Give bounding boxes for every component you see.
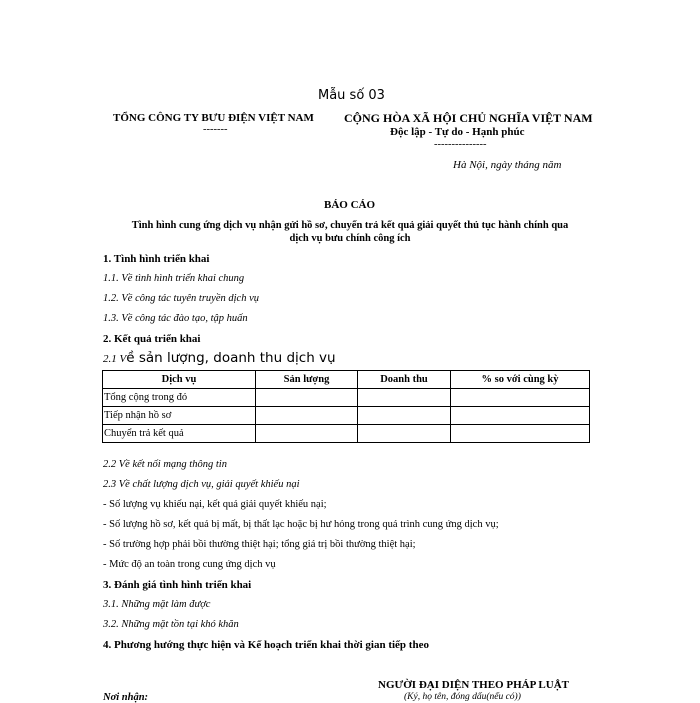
table-cell	[256, 425, 358, 443]
table-header-service: Dịch vụ	[103, 371, 256, 389]
bullet-safety: - Mức độ an toàn trong cung ứng dịch vụ	[103, 559, 276, 570]
table-cell	[358, 407, 451, 425]
table-cell	[451, 425, 590, 443]
section-2-1-number: 2.1 V	[103, 353, 127, 365]
form-number: Mẫu số 03	[318, 88, 385, 103]
section-1-heading: 1. Tình hình triển khai	[103, 253, 210, 265]
section-4-heading: 4. Phương hướng thực hiện và Kế hoạch triển khai thời gian tiếp theo	[103, 639, 429, 651]
section-2-heading: 2. Kết quả triển khai	[103, 333, 201, 345]
table-row	[103, 407, 590, 425]
section-2-1-text: ề sản lượng, doanh thu dịch vụ	[126, 350, 336, 366]
bullet-compensation: - Số trường hợp phải bồi thường thiệt hại; tổng giá trị bồi thường thiệt hại;	[103, 539, 416, 550]
table-cell	[451, 389, 590, 407]
output-revenue-table	[102, 370, 590, 443]
table-cell	[358, 425, 451, 443]
bullet-lost-documents: - Số lượng hồ sơ, kết quả bị mất, bị thất lạc hoặc bị hư hỏng trong quá trình cung ứng dịch vụ;	[103, 519, 499, 530]
bullet-complaints: - Số lượng vụ khiếu nại, kết quả giải quyết khiếu nại;	[103, 499, 327, 510]
section-1-3: 1.3. Về công tác đào tạo, tập huấn	[103, 313, 248, 324]
section-3-heading: 3. Đánh giá tình hình triển khai	[103, 579, 252, 591]
table-cell: Chuyển trả kết quả	[103, 425, 256, 443]
table-cell	[358, 389, 451, 407]
table-header-volume: Sản lượng	[256, 371, 358, 389]
section-1-2: 1.2. Về công tác tuyên truyền dịch vụ	[103, 293, 259, 304]
section-1-1: 1.1. Về tình hình triển khai chung	[103, 273, 245, 284]
report-subtitle-line-2: dịch vụ bưu chính công ích	[289, 233, 411, 244]
table-row	[103, 389, 590, 407]
table-header-row	[103, 371, 590, 389]
signer-title: NGƯỜI ĐẠI DIỆN THEO PHÁP LUẬT	[378, 679, 569, 691]
organization-rule: -------	[203, 124, 228, 135]
section-2-1	[103, 349, 336, 367]
table-cell	[256, 407, 358, 425]
table-header-revenue: Doanh thu	[358, 371, 451, 389]
table-cell: Tổng cộng trong đó	[103, 389, 256, 407]
recipients-label: Nơi nhận:	[103, 692, 149, 703]
report-subtitle-line-1: Tình hình cung ứng dịch vụ nhận gửi hồ sơ, chuyển trả kết quả giải quyết thủ tục hành chính qua	[131, 220, 569, 231]
table-cell: Tiếp nhận hồ sơ	[103, 407, 256, 425]
section-2-2: 2.2 Về kết nối mạng thông tin	[103, 459, 227, 470]
table-header-percent: % so với cùng kỳ	[451, 371, 590, 389]
place-date-line: Hà Nội, ngày tháng năm	[453, 159, 562, 171]
section-3-1: 3.1. Những mặt làm được	[103, 599, 211, 610]
national-motto: Độc lập - Tự do - Hạnh phúc	[390, 126, 525, 138]
section-2-3: 2.3 Về chất lượng dịch vụ, giải quyết khiếu nại	[103, 479, 300, 490]
nation-name: CỘNG HÒA XÃ HỘI CHỦ NGHĨA VIỆT NAM	[344, 111, 593, 125]
section-3-2: 3.2. Những mặt tồn tại khó khăn	[103, 619, 239, 630]
table-cell	[451, 407, 590, 425]
table-cell	[256, 389, 358, 407]
organization-name: TỔNG CÔNG TY BƯU ĐIỆN VIỆT NAM	[113, 112, 314, 124]
motto-rule: ---------------	[434, 139, 487, 150]
table-row	[103, 425, 590, 443]
signer-note: (Ký, họ tên, đóng dấu(nếu có))	[404, 692, 521, 702]
report-title: BÁO CÁO	[324, 199, 376, 211]
